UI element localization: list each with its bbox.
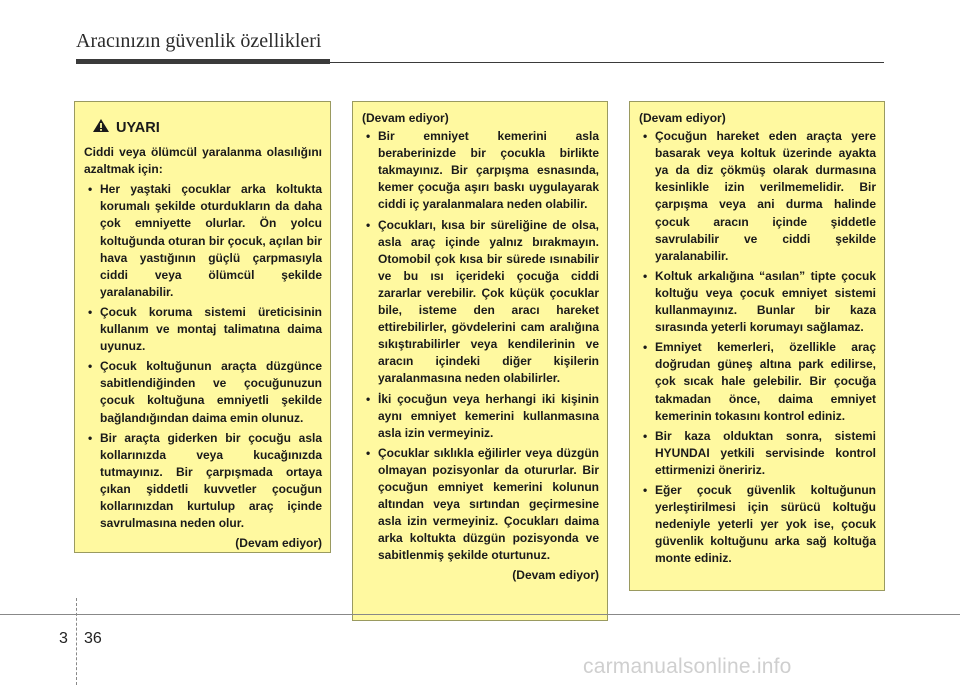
bullet: • bbox=[643, 268, 648, 283]
list-item: • Bir kaza olduktan sonra, sistemi HYUNDAI yetkili servisinde kontrol ettirmenizi öneririz. bbox=[643, 428, 876, 477]
page-header-title: Aracınızın güvenlik özellikleri bbox=[76, 30, 322, 52]
header-rule-thin bbox=[330, 62, 884, 63]
bullet: • bbox=[366, 445, 371, 460]
list-item: • Her yaştaki çocuklar arka koltukta korumalı şekilde oturdukların da daha çok emniyette olurlar. Ön yolcu koltuğunda oturan bir çocuk, açılan bir hava yastığının güçlü çarpmasıyla ciddi veya ölümcül şekilde yaralanabilir. bbox=[88, 182, 322, 299]
list-item: • Çocuğun hareket eden araçta yere basarak veya koltuk üzerinde ayakta ya da diz çökmüş olarak durmasına kesinlikle izin verilmemelidir. Bir çarpışma veya ani durma halinde çocuk aracın içinde şiddetle savrulabilir ve ciddi şekilde yaralanabilir. bbox=[643, 129, 876, 263]
page-number: 36 bbox=[84, 630, 102, 647]
list-item: • Çocukları, kısa bir süreliğine de olsa, asla araç içinde yalnız bırakmayın. Otomobil çok kısa bir sürede ısınabilir ve bu ısı içerideki çocuğa ciddi zararlar verebilir. Çok küçük çocuklar bile, isteme den aracı hareket ettirebilirler, gövdelerini cam aralığına sıkıştırabilirler veya kendilerinin ve aracın içindeki diğer kişilerin yaralanmasına neden olabilirler. bbox=[366, 217, 599, 386]
box3-list bbox=[639, 128, 876, 567]
list-item: • Bir araçta giderken bir çocuğu asla kollarınızda veya kucağınızda tutmayınız. Bir çarpışmada ortaya çıkan şiddetli kuvvetler çocuğun kollarınızdan kurtulup araç içinde savrulmasına neden olur. bbox=[88, 430, 322, 531]
warning-box-1 bbox=[74, 101, 331, 553]
bullet: • bbox=[366, 391, 371, 406]
continued-heading: (Devam ediyor) bbox=[362, 111, 449, 125]
list-item: • Bir emniyet kemerini asla beraberinizde bir çocukla birlikte takmayınız. Bir çarpışma esnasında, kemer çocuğa aşırı baskı uygulayarak ciddi iç yaralanmalara neden olabilir. bbox=[366, 129, 599, 212]
list-item: • Emniyet kemerleri, özellikle araç doğrudan güneş altına park edilirse, çok sıcak hale gelebilir. Bir çocuğa takmadan önce, daima emniyet kemerinin tokasını kontrol ediniz. bbox=[643, 340, 876, 423]
warning-heading bbox=[92, 118, 322, 138]
bullet: • bbox=[366, 217, 371, 232]
chapter-number: 3 bbox=[59, 630, 68, 647]
box1-list bbox=[84, 181, 322, 532]
continued-heading: (Devam ediyor) bbox=[639, 111, 726, 125]
bullet: • bbox=[88, 304, 93, 319]
warning-box-2 bbox=[352, 101, 608, 621]
list-item: • Çocuk koltuğunun araçta düzgünce sabitlendiğinden ve çocuğunuzun çocuk koltuğuna emniyetli şekilde bağlandığından daima emin olunuz. bbox=[88, 359, 322, 425]
warning-label: UYARI bbox=[116, 119, 160, 136]
list-item: • İki çocuğun veya herhangi iki kişinin aynı emniyet kemerini kullanmasına asla izin vermeyiniz. bbox=[366, 391, 599, 440]
footer-divider bbox=[76, 598, 77, 685]
bullet: • bbox=[643, 428, 648, 443]
warning-box-3 bbox=[629, 101, 885, 591]
bullet: • bbox=[643, 129, 648, 144]
header-rule-thick bbox=[76, 59, 330, 64]
footer-rule bbox=[0, 614, 960, 615]
continued-label: (Devam ediyor) bbox=[512, 568, 599, 583]
box2-list bbox=[362, 128, 599, 564]
bullet: • bbox=[88, 430, 93, 445]
bullet: • bbox=[643, 340, 648, 355]
list-item: • Çocuk koruma sistemi üreticisinin kullanım ve montaj talimatına daima uyunuz. bbox=[88, 304, 322, 354]
bullet: • bbox=[366, 129, 371, 144]
watermark: carmanualsonline.info bbox=[583, 655, 792, 678]
bullet: • bbox=[88, 359, 93, 374]
warning-triangle-icon bbox=[92, 118, 110, 138]
list-item: • Koltuk arkalığına “asılan” tipte çocuk koltuğu veya çocuk emniyet sistemi kullanmayınız. Bunlar bir kaza sırasında yeterli korumayı sağlamaz. bbox=[643, 268, 876, 335]
bullet: • bbox=[88, 182, 93, 197]
bullet: • bbox=[643, 482, 648, 497]
warning-intro: Ciddi veya ölümcül yaralanma olasılığını azaltmak için: bbox=[84, 145, 322, 177]
list-item: • Eğer çocuk güvenlik koltuğunun yerleştirilmesi için sürücü koltuğu nedeniyle yeterli yer yok ise, çocuk güvenlik koltuğunu arka sağ koltuğa monte ediniz. bbox=[643, 482, 876, 566]
continued-label: (Devam ediyor) bbox=[235, 536, 322, 551]
list-item: • Çocuklar sıklıkla eğilirler veya düzgün olmayan pozisyonlar da otururlar. Bir çocuğun emniyet kemerini kolunun altından veya sırtından geçirmesine asla izin vermeyiniz. Çocukları daima arka koltukta düzgün pozisyonda ve sabitlenmiş şekilde oturtunuz. bbox=[366, 445, 599, 563]
